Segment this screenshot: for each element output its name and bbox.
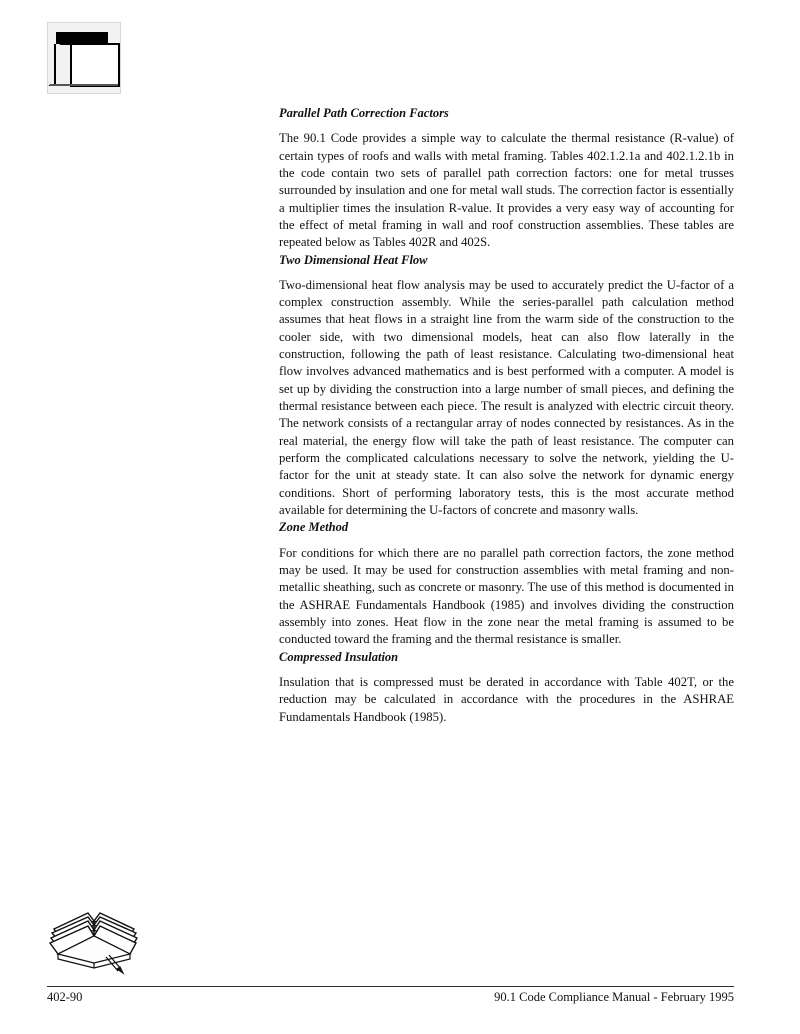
- section-paragraph: Insulation that is compressed must be derated in accordance with Table 402T, or the reduction may be calculated in accordance with the procedures in the ASHRAE Fundamentals Handbook (1985).: [279, 674, 734, 724]
- footer-page-number: 402-90: [47, 990, 83, 1004]
- section-heading: Compressed Insulation: [279, 649, 399, 664]
- section-paragraph: The 90.1 Code provides a simple way to calculate the thermal resistance (R-value) of certain types of roofs and walls with metal framing. Tables 402.1.2.1a and 402.1.2.1b in the code contain two sets of parallel path correction factors: one for metal trusses surrounded by insulation and one for metal wall studs. The correction factor is essentially a multiplier times the insulation R-value. It provides a very easy way of accounting for the effect of metal framing in wall and roof construction assemblies. These tables are repeated below as Tables 402R and 402S.: [279, 131, 734, 250]
- footer-divider: [47, 986, 734, 987]
- section-parallel-path-correction-factors: [279, 105, 734, 252]
- body-text-column: [279, 105, 734, 726]
- section-paragraph: For conditions for which there are no parallel path correction factors, the zone method may be used. It may be used for construction assemblies with metal framing and non-metallic sheathing, such as concrete or masonry. The use of this method is documented in the ASHRAE Fundamentals Handbook (1985) and involves dividing the construction assembly into zones. Heat flow in the zone near the metal framing is assumed to be conducted toward the framing and the thermal resistance is smaller.: [279, 545, 734, 647]
- section-zone-method: [279, 519, 734, 648]
- cube-logo-icon: [47, 22, 121, 94]
- section-heading: Two Dimensional Heat Flow: [279, 252, 428, 267]
- footer-document-title: 90.1 Code Compliance Manual - February 1995: [494, 990, 734, 1004]
- page-footer: [47, 990, 734, 1005]
- section-heading: Zone Method: [279, 520, 349, 535]
- section-two-dimensional-heat-flow: [279, 252, 734, 520]
- cube-logo-base-line: [50, 84, 118, 86]
- section-paragraph: Two-dimensional heat flow analysis may be used to accurately predict the U-factor of a complex construction assembly. While the series-parallel path calculation method assumes that heat flows in a straight line from the warm side of the construction to the cooler side, with two dimensional models, heat can also flow laterally in the construction, following the path of least resistance. Calculating two-dimensional heat flow involves advanced mathematics and is best performed with a computer. A model is set up by dividing the construction into a large number of small pieces, and defining the thermal resistance between each piece. The result is analyzed with electric circuit theory. The network consists of a rectangular array of nodes connected by resistances. As in the real material, the energy flow will take the path of least resistance. The computer can perform the complicated calculations necessary to solve the network, yielding the U-factor for the unit at steady state. It can also solve the network for dynamic energy conditions. Short of performing laboratory tests, this is the most accurate method available for determining the U-factors of concrete and masonry walls.: [279, 277, 734, 518]
- section-heading: Parallel Path Correction Factors: [279, 106, 449, 120]
- cube-logo-left-edge: [54, 44, 56, 84]
- open-book-icon: [48, 905, 138, 977]
- cube-logo-face: [70, 43, 120, 87]
- section-compressed-insulation: [279, 649, 734, 726]
